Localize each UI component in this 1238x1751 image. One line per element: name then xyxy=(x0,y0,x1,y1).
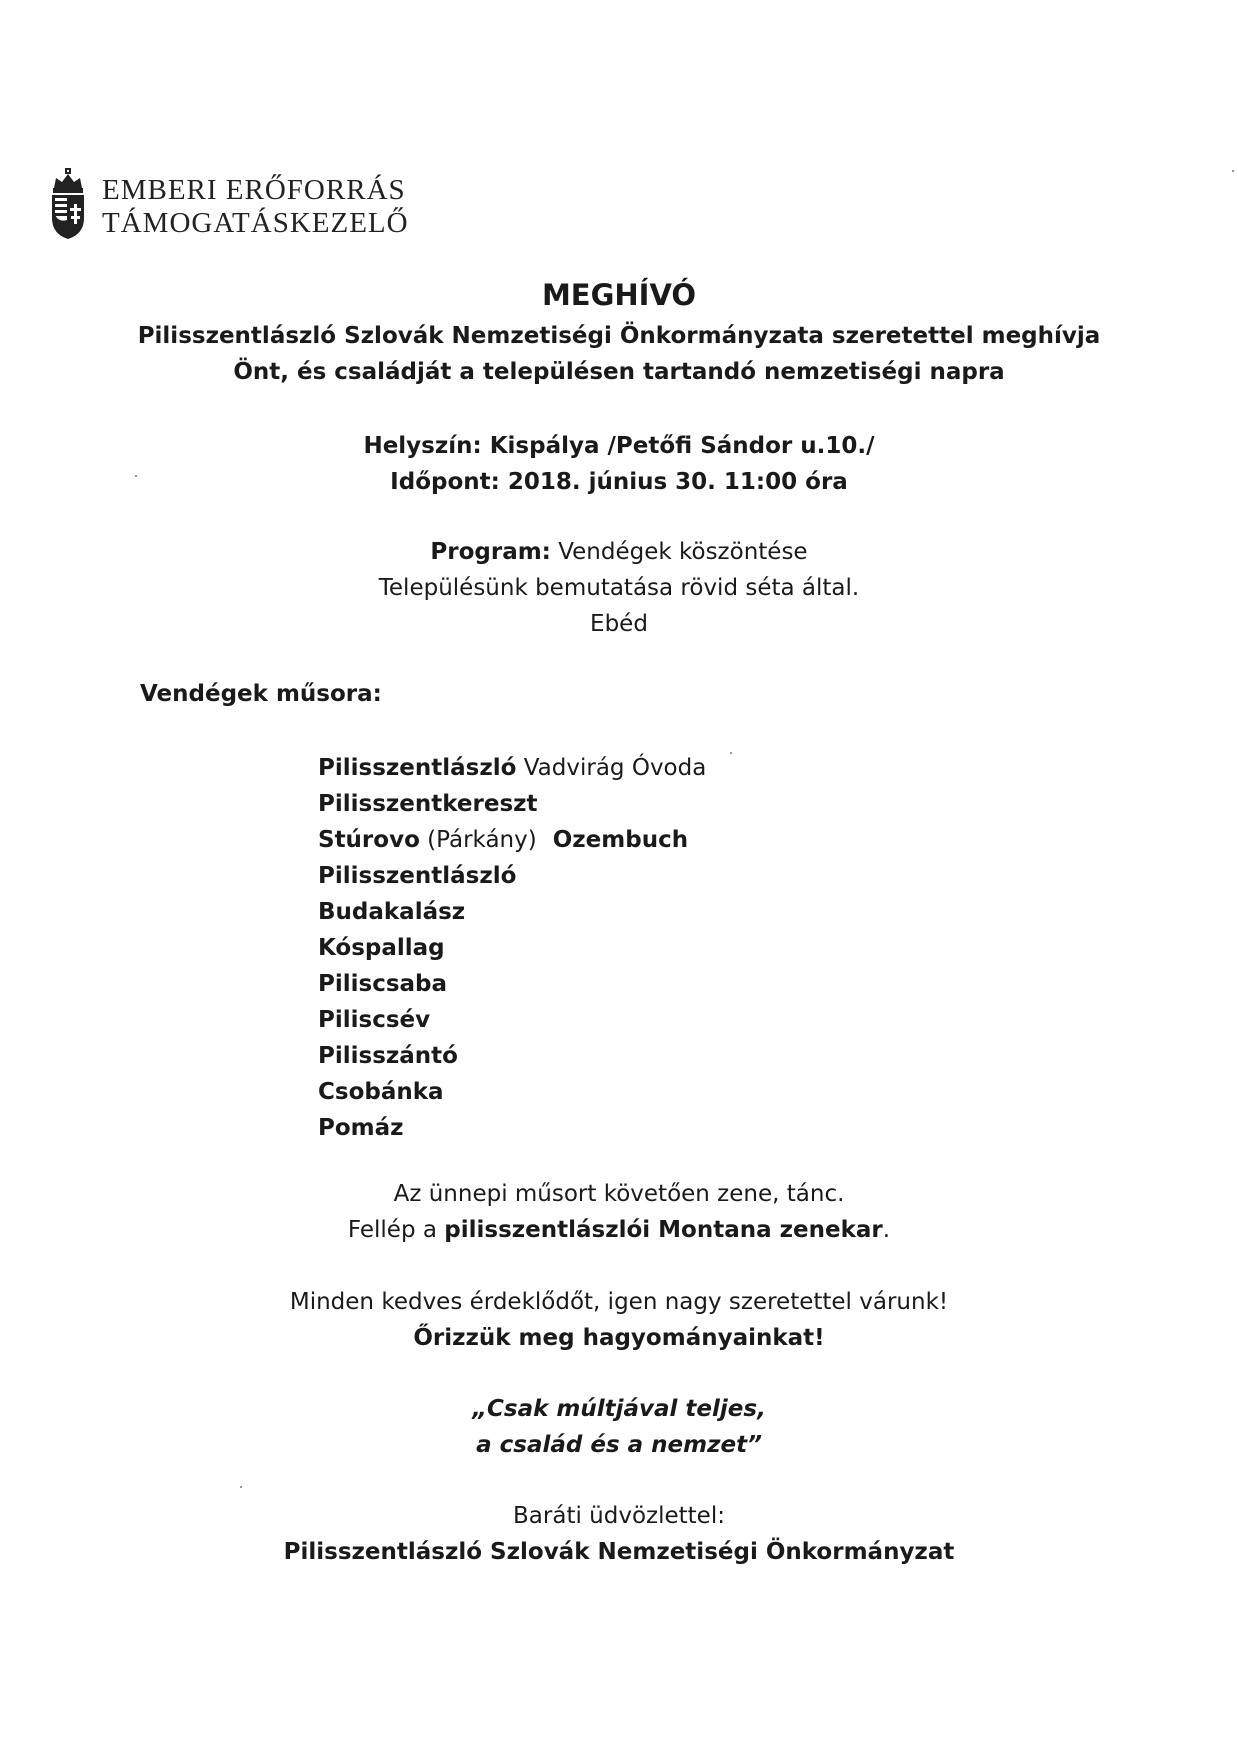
intro-line-1: Pilisszentlászló Szlovák Nemzetiségi Önkormányzata szeretettel meghívja xyxy=(137,323,1101,349)
time-line: Időpont: 2018. június 30. 11:00 óra xyxy=(390,469,848,495)
page-title: MEGHÍVÓ xyxy=(541,278,697,312)
guest-list xyxy=(318,750,706,1146)
scan-speck xyxy=(240,1486,242,1488)
list-item: Kóspallag xyxy=(318,935,445,961)
band-name: pilisszentlászlói Montana zenekar xyxy=(444,1217,883,1243)
logo-line-2: TÁMOGATÁSKEZELŐ xyxy=(102,207,409,239)
program-line-1 xyxy=(0,534,1238,570)
closing-signature: Pilisszentlászló Szlovák Nemzetiségi Önkormányzat xyxy=(283,1539,955,1565)
list-item: Piliscsév xyxy=(318,1007,431,1033)
list-item: Piliscsaba xyxy=(318,971,448,997)
list-item: Pilisszentkereszt xyxy=(318,791,538,817)
quote-line-1: „Csak múltjával teljes, xyxy=(472,1396,766,1422)
scan-speck xyxy=(730,752,732,754)
list-item: Pilisszentlászló Vadvirág Óvoda xyxy=(318,755,707,781)
after-line-1: Az ünnepi műsort követően zene, tánc. xyxy=(393,1181,845,1207)
program-item-3: Ebéd xyxy=(590,611,648,637)
program-label: Program: xyxy=(430,539,551,565)
guests-heading: Vendégek műsora: xyxy=(140,681,382,707)
closing-greeting: Baráti üdvözlettel: xyxy=(513,1503,725,1529)
scan-speck xyxy=(1232,170,1234,172)
welcome-line-2: Őrizzük meg hagyományainkat! xyxy=(413,1325,825,1351)
organization-logo xyxy=(48,168,409,240)
list-item: Budakalász xyxy=(318,899,466,925)
list-item: Pilisszentlászló xyxy=(318,863,517,889)
list-item: Csobánka xyxy=(318,1079,444,1105)
list-item: Pomáz xyxy=(318,1115,404,1141)
logo-text xyxy=(102,174,409,240)
scan-speck xyxy=(135,475,137,477)
after-line-2: Fellép a pilisszentlászlói Montana zenekar. xyxy=(347,1217,891,1243)
program-item-1: Vendégek köszöntése xyxy=(550,539,808,565)
venue-line: Helyszín: Kispálya /Petőfi Sándor u.10./ xyxy=(363,433,875,459)
program-item-2: Településünk bemutatása rövid séta által. xyxy=(378,575,860,601)
welcome-line-1: Minden kedves érdeklődőt, igen nagy szeretettel várunk! xyxy=(289,1289,949,1315)
quote-line-2: a család és a nemzet” xyxy=(476,1432,762,1458)
intro-line-2: Önt, és családját a településen tartandó nemzetiségi napra xyxy=(233,359,1005,385)
list-item: Stúrovo (Párkány) Ozembuch xyxy=(318,827,689,853)
list-item: Pilisszántó xyxy=(318,1043,458,1069)
logo-line-1: EMBERI ERŐFORRÁS xyxy=(102,174,406,206)
hungarian-coat-of-arms-icon xyxy=(48,168,88,240)
